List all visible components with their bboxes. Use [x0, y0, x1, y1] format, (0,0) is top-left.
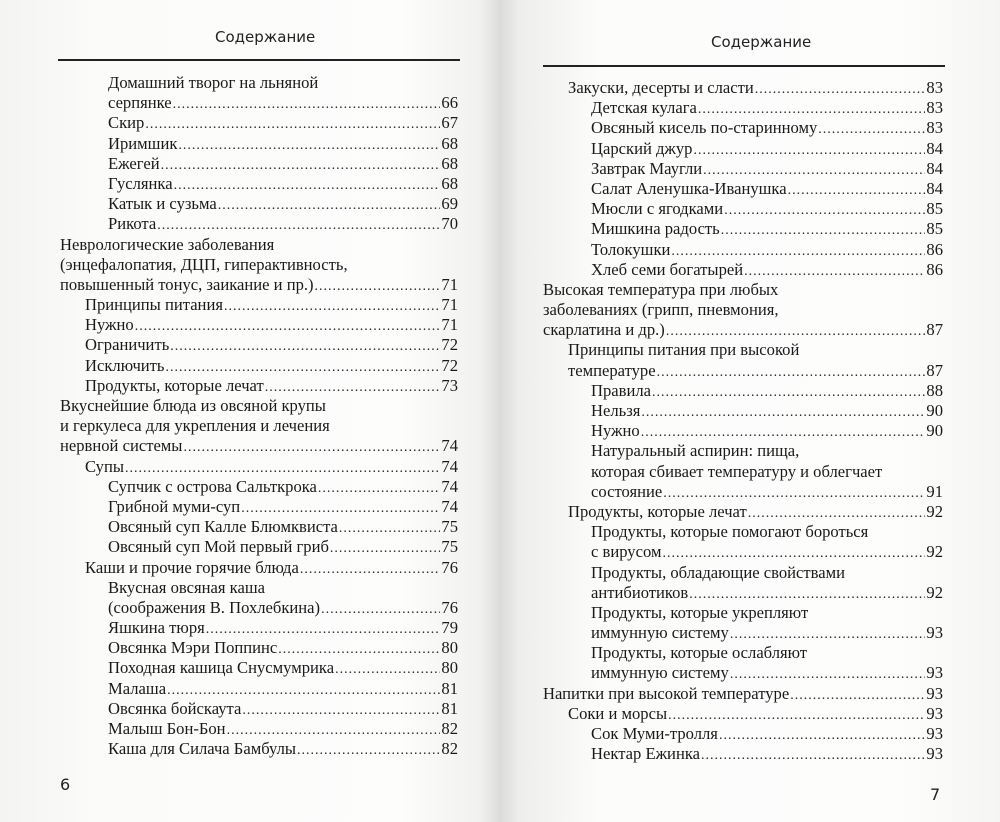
dot-leader [321, 603, 440, 617]
toc-entry[interactable] [60, 719, 458, 739]
toc-entry[interactable] [543, 98, 943, 118]
toc-page-number: 74 [441, 496, 458, 516]
toc-page-number: 74 [441, 456, 458, 476]
toc-entry-leader-row [568, 361, 943, 381]
toc-entry-leader-row [108, 739, 458, 759]
toc-entry-title: Нектар Ежинка [591, 744, 700, 764]
toc-entry[interactable] [543, 340, 943, 380]
toc-entry-title: Нельзя [591, 401, 641, 420]
toc-entry-title: Гуслянка [108, 173, 173, 193]
toc-page-number: 83 [926, 78, 943, 97]
toc-page-number: 83 [926, 98, 943, 118]
dot-leader [173, 98, 441, 112]
toc-page-number: 74 [441, 436, 458, 456]
toc-entry-leader-row [591, 744, 943, 764]
toc-page-number: 73 [441, 375, 458, 395]
toc-page-number: 67 [441, 113, 458, 133]
toc-entry-line: Вкусная овсяная каша [108, 577, 265, 597]
toc-page-number: 87 [926, 360, 943, 380]
toc-entry[interactable] [60, 679, 458, 699]
toc-entry[interactable] [543, 522, 943, 562]
toc-entry-leader-row [543, 684, 943, 704]
toc-entry-leader-row [591, 260, 943, 280]
toc-page-number: 83 [926, 118, 943, 138]
toc-entry-title: Иримшик [108, 133, 178, 153]
toc-entry-title: Соки и морсы [568, 703, 668, 723]
toc-entry[interactable] [60, 134, 458, 154]
dot-leader [790, 689, 925, 703]
dot-leader [719, 729, 925, 743]
toc-entry-title: Супы [85, 456, 124, 476]
dot-leader [641, 426, 926, 440]
toc-entry-leader-row [108, 699, 458, 719]
toc-entry[interactable] [60, 376, 458, 396]
toc-page-number: 86 [926, 239, 943, 259]
toc-entry-line: Вкуснейшие блюда из овсяной крупы [60, 396, 326, 415]
toc-entry-leader-row [108, 517, 458, 537]
toc-page-number: 84 [926, 178, 943, 198]
toc-entry-title: Овсяный суп Калле Блюмквиста [108, 517, 338, 537]
toc-entry-title: серпянке [108, 93, 172, 113]
toc-page-number: 93 [926, 703, 943, 723]
dot-leader [663, 487, 925, 501]
toc-entry-leader-row [85, 376, 458, 396]
toc-page-number: 92 [926, 582, 943, 602]
toc-entry[interactable] [543, 260, 943, 280]
toc-entry-line: Продукты, которые укрепляют [591, 602, 809, 622]
toc-entry-title: с вирусом [591, 542, 662, 562]
dot-leader [698, 103, 926, 117]
toc-entry-leader-row [591, 542, 943, 562]
toc-page-number: 66 [441, 93, 458, 113]
toc-entry[interactable] [60, 174, 458, 194]
toc-entry[interactable] [60, 497, 458, 517]
toc-entry-leader-row [591, 482, 943, 502]
dot-leader [318, 482, 440, 496]
toc-page-number: 91 [926, 481, 943, 501]
toc-entry-line: Неврологические заболевания [60, 234, 275, 254]
toc-entry[interactable] [60, 578, 458, 618]
toc-page-number: 90 [926, 421, 943, 441]
toc-page-number: 93 [926, 744, 943, 764]
toc-entry[interactable] [60, 537, 458, 557]
toc-entry[interactable] [60, 194, 458, 214]
toc-page-number: 68 [441, 173, 458, 193]
dot-leader [330, 542, 441, 556]
toc-entry[interactable] [543, 603, 943, 643]
toc-entry-title: Малаша [108, 678, 167, 698]
toc-entry-title: Сок Муми-тролля [591, 724, 718, 743]
toc-entry[interactable] [543, 744, 943, 764]
toc-page-number: 93 [926, 663, 943, 683]
toc-entry[interactable] [60, 558, 458, 578]
toc-entry-title: Нужно [85, 315, 134, 335]
toc-entry[interactable] [543, 159, 943, 179]
dot-leader [788, 184, 926, 198]
toc-entry[interactable] [543, 684, 943, 704]
toc-entry[interactable] [543, 724, 943, 744]
toc-page-number: 87 [926, 320, 943, 340]
toc-page-number: 86 [926, 259, 943, 279]
toc-entry[interactable] [543, 643, 943, 683]
toc-entry-leader-row [108, 174, 458, 194]
toc-entry[interactable] [60, 457, 458, 477]
toc-entry-title: Каши и прочие горячие блюда [85, 557, 299, 577]
toc-page-number: 93 [926, 724, 943, 743]
left-toc-list [60, 73, 458, 759]
toc-entry-title: Принципы питания [85, 295, 223, 315]
toc-entry-leader-row [591, 421, 943, 441]
toc-entry-line: Продукты, обладающие свойствами [591, 562, 845, 582]
toc-page-number: 79 [441, 618, 458, 638]
toc-entry-leader-row [591, 98, 943, 118]
toc-entry-title: Толокушки [591, 239, 671, 259]
toc-entry-leader-row [108, 477, 458, 497]
toc-entry-title: Скир [108, 113, 145, 133]
toc-page-number: 68 [441, 153, 458, 173]
toc-entry-title: Овсяный суп Мой первый гриб [108, 537, 329, 557]
dot-leader [730, 668, 926, 682]
toc-entry-title: Хлеб семи богатырей [591, 259, 744, 279]
toc-entry-leader-row [591, 401, 943, 421]
toc-entry-title: Правила [591, 380, 652, 400]
toc-entry[interactable] [60, 396, 458, 457]
dot-leader [339, 522, 440, 536]
dot-leader [161, 159, 441, 173]
toc-entry[interactable] [60, 73, 458, 113]
dot-leader [166, 361, 441, 375]
dot-leader [157, 219, 440, 233]
toc-entry-title: повышенный тонус, заикание и пр.) [60, 274, 314, 294]
toc-entry-title: Супчик с острова Сальткрока [108, 476, 317, 496]
toc-entry-leader-row [591, 724, 943, 744]
toc-entry[interactable] [60, 638, 458, 658]
toc-entry-leader-row [591, 118, 943, 138]
toc-page-number: 72 [441, 335, 458, 355]
toc-entry-leader-row [568, 704, 943, 724]
toc-page-number: 71 [441, 295, 458, 315]
toc-entry-leader-row [591, 663, 943, 683]
dot-leader [721, 224, 926, 238]
toc-entry-leader-row [108, 93, 458, 113]
toc-page-number: 84 [926, 158, 943, 178]
toc-page-number: 71 [441, 315, 458, 335]
toc-entry-leader-row [85, 315, 458, 335]
dot-leader [335, 663, 440, 677]
toc-entry-title: Рикота [108, 214, 157, 234]
toc-page-number: 75 [441, 517, 458, 537]
toc-page-number: 88 [926, 380, 943, 400]
toc-page-number: 81 [441, 678, 458, 698]
right-header-rule [543, 65, 945, 67]
dot-leader [167, 684, 440, 698]
toc-page-number: 92 [926, 501, 943, 521]
toc-entry-leader-row [568, 502, 943, 522]
dot-leader [242, 704, 440, 718]
toc-page-number: 93 [926, 683, 943, 703]
toc-entry[interactable] [543, 139, 943, 159]
toc-entry-title: Нужно [591, 421, 640, 441]
toc-entry-line: Домашний творог на льняной [108, 73, 319, 92]
toc-entry[interactable] [60, 154, 458, 174]
toc-entry-title: нервной системы [60, 436, 183, 456]
toc-entry-title: Царский джур [591, 138, 693, 158]
toc-entry-line: Продукты, которые помогают бороться [591, 522, 869, 542]
toc-entry-leader-row [108, 638, 458, 658]
toc-entry-title: Мюсли с ягодками [591, 199, 724, 219]
toc-entry-leader-row [591, 139, 943, 159]
toc-entry-leader-row [591, 159, 943, 179]
toc-entry-title: Каша для Силача Бамбулы [108, 739, 296, 759]
toc-entry-leader-row [591, 179, 943, 199]
toc-entry-title: Ежегей [108, 153, 160, 173]
toc-entry-title: Ограничить [85, 335, 170, 355]
dot-leader [666, 325, 926, 339]
toc-page-number: 84 [926, 138, 943, 158]
toc-entry-title: температуре [568, 360, 656, 380]
toc-page-number: 92 [926, 542, 943, 562]
toc-entry[interactable] [60, 699, 458, 719]
dot-leader [125, 462, 440, 476]
toc-entry-line: которая сбивает температуру и облегчает [591, 461, 883, 481]
toc-entry-leader-row [108, 194, 458, 214]
toc-entry-title: антибиотиков [591, 582, 689, 602]
toc-entry-leader-row [108, 113, 458, 133]
dot-leader [183, 441, 440, 455]
toc-page-number: 81 [441, 698, 458, 718]
dot-leader [278, 643, 440, 657]
dot-leader [315, 280, 441, 294]
toc-entry[interactable] [60, 356, 458, 376]
toc-entry-leader-row [108, 618, 458, 638]
dot-leader [227, 724, 441, 738]
toc-page-number: 68 [441, 133, 458, 153]
toc-entry[interactable] [543, 563, 943, 603]
toc-entry-leader-row [60, 275, 458, 295]
dot-leader [241, 502, 440, 516]
toc-entry[interactable] [60, 517, 458, 537]
toc-entry-title: иммунную систему [591, 623, 729, 643]
dot-leader [748, 507, 926, 521]
toc-entry-leader-row [85, 457, 458, 477]
toc-entry-title: состояние [591, 481, 663, 501]
dot-leader [657, 366, 926, 380]
dot-leader [145, 118, 440, 132]
toc-entry-title: Продукты, которые лечат [568, 501, 747, 521]
toc-entry-leader-row [591, 623, 943, 643]
dot-leader [170, 340, 440, 354]
toc-entry-leader-row [85, 356, 458, 376]
toc-page-number: 85 [926, 199, 943, 219]
toc-entry[interactable] [543, 179, 943, 199]
dot-leader [668, 709, 925, 723]
toc-entry-leader-row [85, 295, 458, 315]
dot-leader [693, 144, 925, 158]
toc-entry-leader-row [543, 320, 943, 340]
toc-entry-leader-row [108, 214, 458, 234]
toc-entry-title: скарлатина и др.) [543, 320, 665, 340]
right-page-number: 7 [930, 785, 941, 804]
toc-page-number: 71 [441, 274, 458, 294]
toc-entry-title: Овсянка Мэри Поппинс [108, 638, 278, 658]
dot-leader [174, 179, 441, 193]
toc-entry[interactable] [543, 199, 943, 219]
toc-entry-title: Яшкина тюря [108, 618, 205, 638]
toc-entry-line: и геркулеса для укрепления и лечения [60, 416, 330, 436]
dot-leader [224, 300, 440, 314]
dot-leader [818, 123, 925, 137]
dot-leader [744, 265, 925, 279]
toc-entry-line: Принципы питания при высокой [568, 340, 800, 360]
toc-entry-leader-row [108, 658, 458, 678]
toc-entry[interactable] [543, 280, 943, 341]
toc-entry-title: (соображения В. Похлебкина) [108, 597, 321, 617]
toc-page-number: 80 [441, 638, 458, 658]
toc-entry[interactable] [60, 295, 458, 315]
toc-entry-line: Натуральный аспирин: пища, [591, 441, 800, 461]
toc-entry-leader-row [591, 583, 943, 603]
toc-entry[interactable] [60, 739, 458, 759]
toc-entry-line: Продукты, которые ослабляют [591, 643, 808, 663]
toc-entry-title: Салат Аленушка-Иванушка [591, 178, 787, 198]
toc-entry-title: Малыш Бон-Бон [108, 719, 226, 738]
toc-entry-leader-row [591, 240, 943, 260]
toc-entry-leader-row [108, 719, 458, 739]
toc-entry-title: Детская кулага [591, 98, 697, 118]
toc-entry-leader-row [108, 537, 458, 557]
dot-leader [135, 320, 441, 334]
toc-entry[interactable] [543, 240, 943, 260]
toc-page-number: 70 [441, 214, 458, 234]
toc-entry-title: Овсянка бойскаута [108, 698, 242, 718]
toc-entry[interactable] [60, 214, 458, 234]
left-running-header: Содержание [215, 28, 316, 46]
toc-entry[interactable] [60, 113, 458, 133]
toc-entry[interactable] [543, 421, 943, 441]
toc-entry-leader-row [108, 598, 458, 618]
toc-entry[interactable] [60, 477, 458, 497]
toc-entry-leader-row [108, 154, 458, 174]
left-header-rule [58, 59, 460, 61]
toc-entry[interactable] [60, 658, 458, 678]
dot-leader [730, 628, 926, 642]
toc-entry-leader-row [591, 199, 943, 219]
dot-leader [652, 386, 925, 400]
toc-entry-title: Катык и сузьма [108, 194, 217, 214]
toc-entry-leader-row [568, 78, 943, 98]
toc-entry-leader-row [108, 497, 458, 517]
right-running-header: Содержание [711, 33, 812, 51]
toc-entry[interactable] [60, 315, 458, 335]
dot-leader [703, 164, 925, 178]
toc-page-number: 90 [926, 401, 943, 420]
toc-entry-leader-row [85, 335, 458, 355]
toc-entry-title: Завтрак Маугли [591, 158, 703, 178]
toc-page-number: 82 [441, 719, 458, 738]
toc-entry[interactable] [60, 618, 458, 638]
toc-entry-title: Напитки при высокой температуре [543, 683, 790, 703]
dot-leader [701, 749, 925, 763]
toc-entry-title: Походная кашица Снусмумрика [108, 658, 335, 678]
dot-leader [300, 563, 441, 577]
toc-page-number: 76 [441, 597, 458, 617]
toc-entry-leader-row [108, 134, 458, 154]
toc-entry-title: Продукты, которые лечат [85, 375, 264, 395]
toc-entry[interactable] [543, 381, 943, 401]
toc-entry[interactable] [543, 401, 943, 421]
toc-entry-leader-row [60, 436, 458, 456]
toc-entry[interactable] [543, 78, 943, 98]
toc-entry-title: Исключить [85, 355, 165, 375]
toc-entry[interactable] [60, 235, 458, 296]
toc-entry-line: заболеваниях (грипп, пневмония, [543, 300, 779, 320]
dot-leader [662, 547, 925, 561]
toc-page-number: 72 [441, 355, 458, 375]
toc-page-number: 74 [441, 476, 458, 496]
toc-page-number: 85 [926, 219, 943, 239]
dot-leader [755, 83, 926, 97]
toc-entry-leader-row [591, 381, 943, 401]
toc-page-number: 69 [441, 194, 458, 214]
toc-entry[interactable] [543, 704, 943, 724]
dot-leader [671, 245, 925, 259]
toc-entry[interactable] [543, 502, 943, 522]
dot-leader [724, 204, 925, 218]
toc-page-number: 75 [441, 537, 458, 557]
toc-entry-leader-row [85, 558, 458, 578]
dot-leader [206, 623, 441, 637]
toc-entry-title: иммунную систему [591, 663, 729, 683]
dot-leader [218, 199, 441, 213]
toc-entry-title: Закуски, десерты и сласти [568, 78, 754, 97]
toc-entry[interactable] [543, 219, 943, 239]
dot-leader [641, 406, 925, 420]
right-toc-list [543, 78, 943, 764]
toc-entry[interactable] [543, 441, 943, 502]
toc-entry-line: Высокая температура при любых [543, 279, 779, 299]
dot-leader [265, 381, 441, 395]
toc-entry[interactable] [60, 335, 458, 355]
toc-entry-title: Грибной муми-суп [108, 496, 241, 516]
toc-entry[interactable] [543, 118, 943, 138]
dot-leader [297, 744, 440, 758]
toc-page-number: 76 [441, 557, 458, 577]
toc-entry-line: (энцефалопатия, ДЦП, гиперактивность, [60, 254, 348, 274]
toc-entry-leader-row [108, 679, 458, 699]
toc-entry-title: Мишкина радость [591, 219, 720, 239]
toc-page-number: 93 [926, 623, 943, 643]
dot-leader [689, 588, 925, 602]
left-page-number: 6 [60, 775, 71, 794]
toc-entry-leader-row [591, 219, 943, 239]
dot-leader [178, 139, 440, 153]
toc-page-number: 82 [441, 739, 458, 759]
toc-entry-title: Овсяный кисель по-старинному [591, 118, 818, 138]
toc-page-number: 80 [441, 658, 458, 678]
